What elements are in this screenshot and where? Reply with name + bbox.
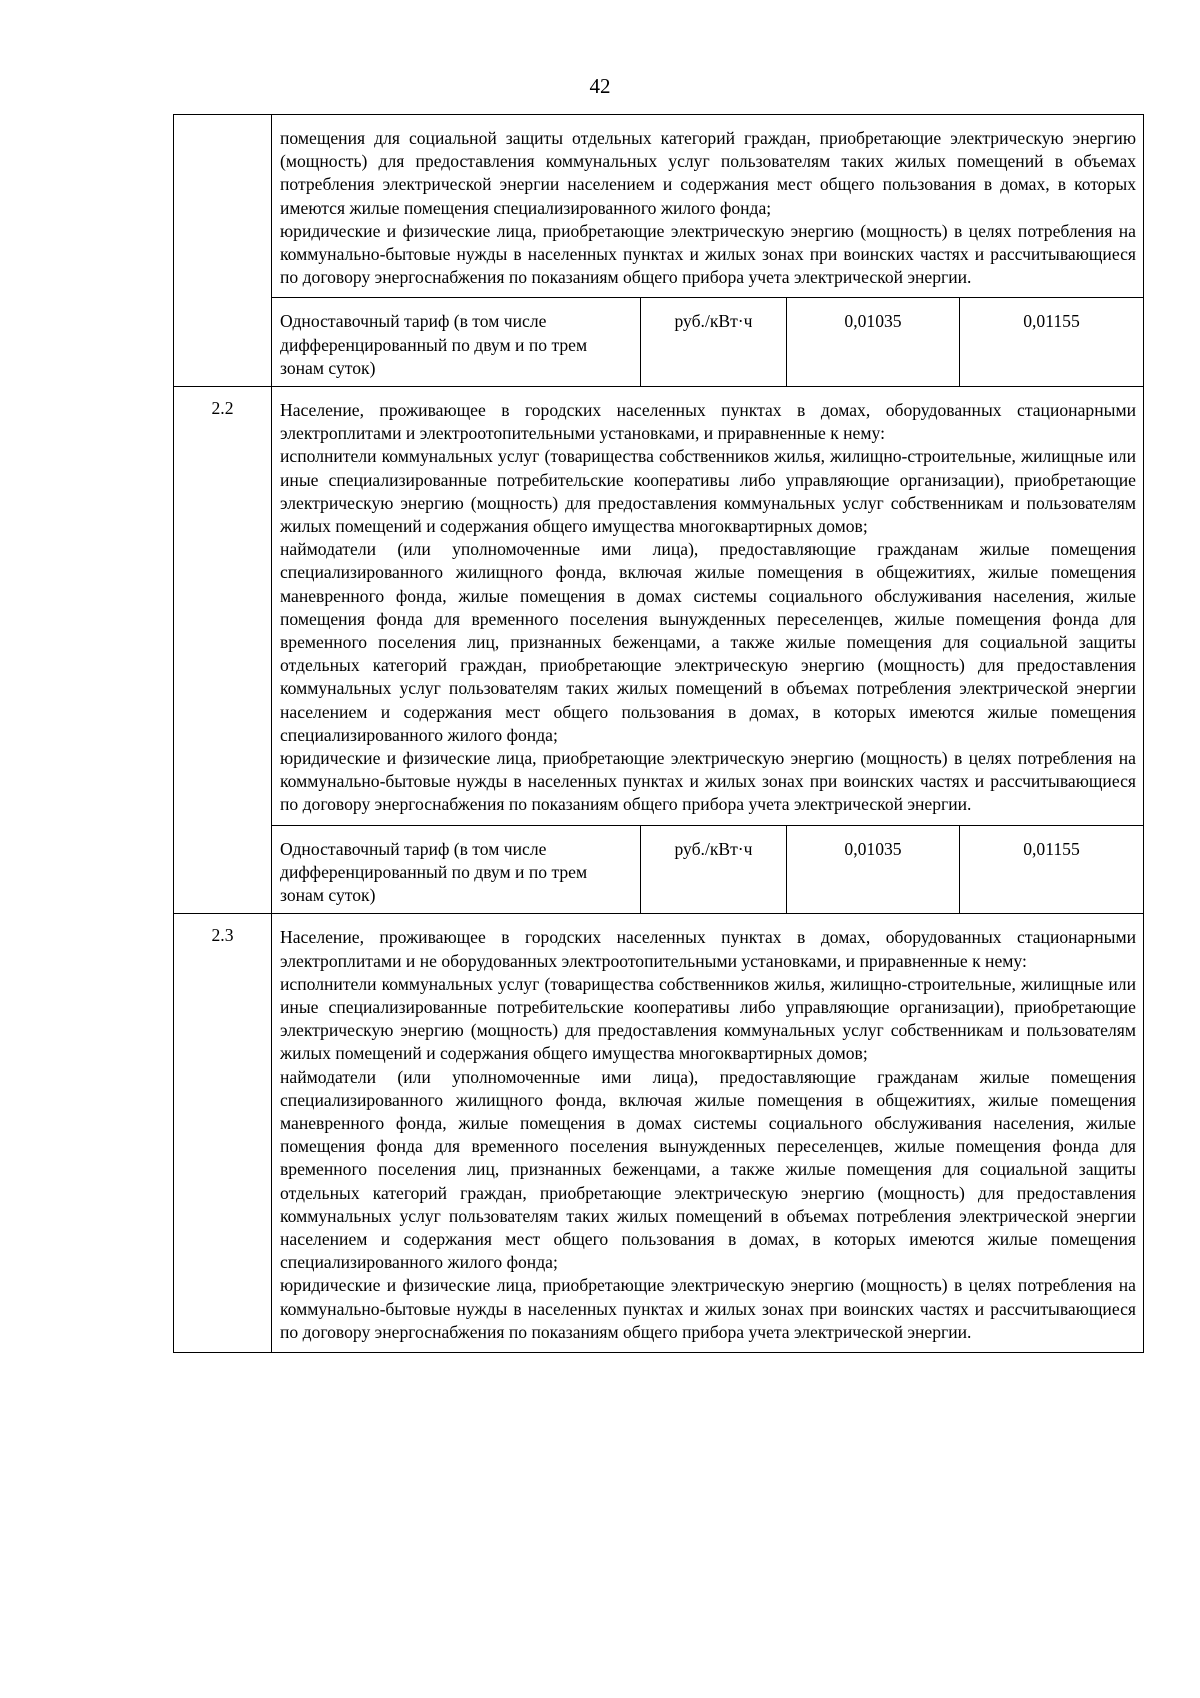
paragraph: Население, проживающее в городских населенных пунктах в домах, оборудованных стационарными электроплитами и не оборудованных электроотопительными установками, и приравненные к нему: [280,927,1136,971]
tariff-cells [272,298,1144,387]
tariff-table [173,114,1144,1353]
tariff-cells [272,825,1144,914]
row-description [272,387,1144,826]
tariff-value-2: 0,01155 [960,826,1144,914]
paragraph: Население, проживающее в городских населенных пунктах в домах, оборудованных стационарными электроплитами и электроотопительными установками, и приравненные к нему: [280,400,1136,444]
page-number: 42 [589,74,611,98]
row-description [272,914,1144,1353]
tariff-label: Одноставочный тариф (в том числе дифференцированный по двум и по трем зонам суток) [280,311,588,378]
table-row [174,914,1144,1353]
row-number: 2.2 [174,387,272,826]
row-number: 2.3 [174,914,272,1353]
tariff-value-1: 0,01035 [787,826,960,914]
table-row [174,115,1144,298]
paragraph: наймодатели (или уполномоченные ими лица), предоставляющие гражданам жилые помещения специализированного жилищного фонда, включая жилые помещения в общежитиях, жилые помещения маневренного фонда, жилые помещения в домах системы социального обслуживания населения, жилые помещения фонда для временного поселения вынужденных переселенцев, жилые помещения фонда для временного поселения лиц, признанных беженцами, а также жилые помещения для социальной защиты отдельных категорий граждан, приобретающие электрическую энергию (мощность) для предоставления коммунальных услуг пользователям таких жилых помещений в объемах потребления электрической энергии населением и содержания мест общего пользования в домах, в которых имеются жилые помещения специализированного жилого фонда; [280,539,1136,745]
paragraph: наймодатели (или уполномоченные ими лица), предоставляющие гражданам жилые помещения специализированного жилищного фонда, включая жилые помещения в общежитиях, жилые помещения маневренного фонда, жилые помещения в домах системы социального обслуживания населения, жилые помещения фонда для временного поселения вынужденных переселенцев, жилые помещения фонда для временного поселения лиц, признанных беженцами, а также жилые помещения для социальной защиты отдельных категорий граждан, приобретающие электрическую энергию (мощность) для предоставления коммунальных услуг пользователям таких жилых помещений в объемах потребления электрической энергии населением и содержания мест общего пользования в домах, в которых имеются жилые помещения специализированного жилого фонда; [280,1066,1136,1273]
paragraph: помещения для социальной защиты отдельных категорий граждан, приобретающие электрическую энергию (мощность) для предоставления коммунальных услуг пользователям таких жилых помещений в объемах потребления электрической энергии населением и содержания мест общего пользования в домах, в которых имеются жилые помещения специализированного жилого фонда; [280,128,1136,218]
paragraph: исполнители коммунальных услуг (товарищества собственников жилья, жилищно-строительные, жилищные или иные специализированные потребительские кооперативы либо управляющие организации), приобретающие электрическую энергию (мощность) для предоставления коммунальных услуг собственникам и пользователям жилых помещений и содержания общего имущества многоквартирных домов; [280,446,1136,537]
paragraph: юридические и физические лица, приобретающие электрическую энергию (мощность) в целях потребления на коммунально-бытовые нужды в населенных пунктах и жилых зонах при воинских частях и рассчитывающиеся по договору энергоснабжения по показаниям общего прибора учета электрической энергии. [280,220,1136,288]
row-description [272,115,1144,298]
table-row [174,387,1144,826]
tariff-unit: руб./кВт·ч [641,826,787,914]
paragraph: юридические и физические лица, приобретающие электрическую энергию (мощность) в целях потребления на коммунально-бытовые нужды в населенных пунктах и жилых зонах при воинских частях и рассчитывающиеся по договору энергоснабжения по показаниям общего прибора учета электрической энергии. [280,1275,1136,1342]
tariff-label: Одноставочный тариф (в том числе дифференцированный по двум и по трем зонам суток) [280,838,588,906]
tariff-inner [272,298,1143,386]
paragraph: юридические и физические лица, приобретающие электрическую энергию (мощность) в целях потребления на коммунально-бытовые нужды в населенных пунктах и жилых зонах при воинских частях и рассчитывающиеся по договору энергоснабжения по показаниям общего прибора учета электрической энергии. [280,748,1136,815]
tariff-row [174,825,1144,914]
tariff-value-1: 0,01035 [787,298,960,386]
tariff-value-2: 0,01155 [960,298,1144,386]
row-number-empty [174,298,272,387]
row-number [174,115,272,298]
paragraph: исполнители коммунальных услуг (товарищества собственников жилья, жилищно-строительные, жилищные или иные специализированные потребительские кооперативы либо управляющие организации), приобретающие электрическую энергию (мощность) для предоставления коммунальных услуг собственникам и пользователям жилых помещений и содержания общего имущества многоквартирных домов; [280,973,1136,1064]
tariff-unit: руб./кВт·ч [641,298,787,386]
tariff-row [174,298,1144,387]
tariff-inner [272,826,1143,914]
row-number-empty [174,825,272,914]
